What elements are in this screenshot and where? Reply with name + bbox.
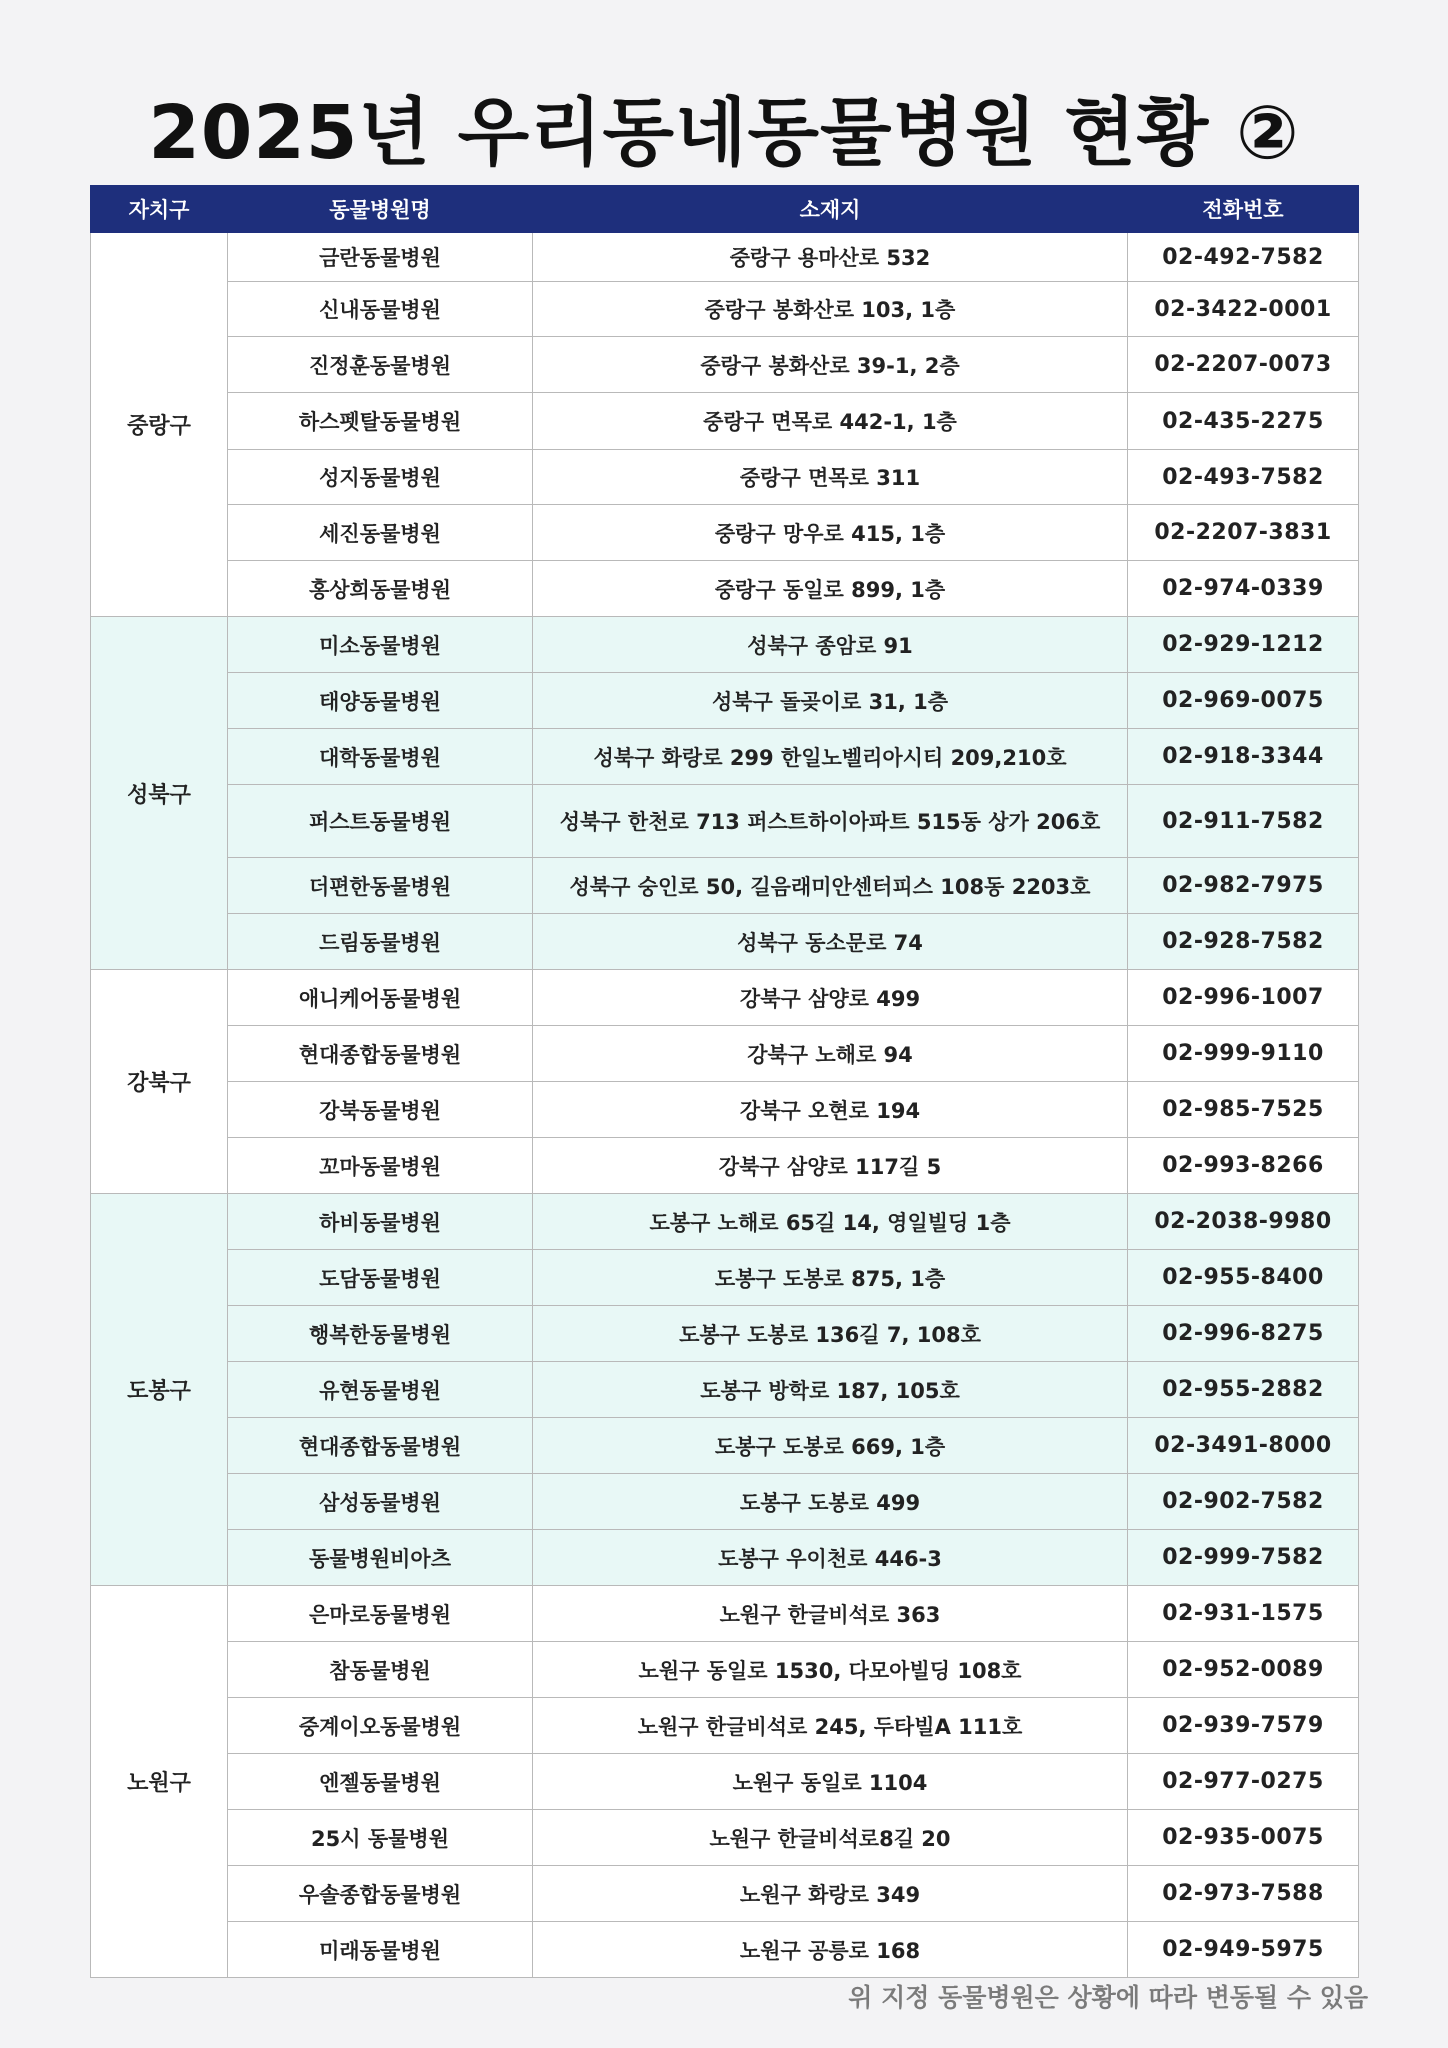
address-cell: 성북구 종암로 91	[533, 617, 1128, 673]
table-row	[91, 729, 1359, 785]
hospital-name-cell: 현대종합동물병원	[228, 1418, 533, 1474]
table-row	[91, 561, 1359, 617]
address-cell: 중랑구 용마산로 532	[533, 233, 1128, 282]
hospital-name-cell: 현대종합동물병원	[228, 1026, 533, 1082]
district-cell: 성북구	[91, 617, 228, 970]
phone-cell: 02-492-7582	[1128, 233, 1359, 282]
phone-cell: 02-982-7975	[1128, 858, 1359, 914]
phone-cell: 02-911-7582	[1128, 785, 1359, 858]
hospital-name-cell: 미래동물병원	[228, 1922, 533, 1978]
hospital-name-cell: 우솔종합동물병원	[228, 1866, 533, 1922]
table-row	[91, 1082, 1359, 1138]
address-cell: 도봉구 도봉로 669, 1층	[533, 1418, 1128, 1474]
address-cell: 도봉구 우이천로 446-3	[533, 1530, 1128, 1586]
address-cell: 중랑구 봉화산로 103, 1층	[533, 282, 1128, 337]
phone-cell: 02-902-7582	[1128, 1474, 1359, 1530]
address-cell: 도봉구 도봉로 875, 1층	[533, 1250, 1128, 1306]
table-row	[91, 1306, 1359, 1362]
address-cell: 중랑구 면목로 442-1, 1층	[533, 393, 1128, 450]
phone-cell: 02-935-0075	[1128, 1810, 1359, 1866]
table-row	[91, 1474, 1359, 1530]
address-cell: 노원구 공릉로 168	[533, 1922, 1128, 1978]
phone-cell: 02-996-1007	[1128, 970, 1359, 1026]
address-cell: 노원구 한글비석로8길 20	[533, 1810, 1128, 1866]
page-title: 2025년 우리동네동물병원 현황 ②	[148, 90, 1300, 176]
district-cell: 도봉구	[91, 1194, 228, 1586]
header-district: 자치구	[91, 186, 228, 233]
hospital-name-cell: 도담동물병원	[228, 1250, 533, 1306]
phone-cell: 02-977-0275	[1128, 1754, 1359, 1810]
hospital-name-cell: 꼬마동물병원	[228, 1138, 533, 1194]
hospital-table	[90, 185, 1359, 1978]
footer-note: 위 지정 동물병원은 상황에 따라 변동될 수 있음	[848, 1983, 1368, 2012]
table-row	[91, 233, 1359, 282]
phone-cell: 02-955-2882	[1128, 1362, 1359, 1418]
hospital-name-cell: 행복한동물병원	[228, 1306, 533, 1362]
address-cell: 성북구 돌곶이로 31, 1층	[533, 673, 1128, 729]
hospital-name-cell: 강북동물병원	[228, 1082, 533, 1138]
table-row	[91, 1586, 1359, 1642]
phone-cell: 02-996-8275	[1128, 1306, 1359, 1362]
table-row	[91, 617, 1359, 673]
phone-cell: 02-435-2275	[1128, 393, 1359, 450]
table-row	[91, 970, 1359, 1026]
address-cell: 노원구 동일로 1530, 다모아빌딩 108호	[533, 1642, 1128, 1698]
hospital-name-cell: 드림동물병원	[228, 914, 533, 970]
phone-cell: 02-2207-0073	[1128, 337, 1359, 393]
table-row	[91, 673, 1359, 729]
phone-cell: 02-2207-3831	[1128, 505, 1359, 561]
address-cell: 중랑구 망우로 415, 1층	[533, 505, 1128, 561]
hospital-name-cell: 동물병원비아츠	[228, 1530, 533, 1586]
header-address: 소재지	[533, 186, 1128, 233]
phone-cell: 02-969-0075	[1128, 673, 1359, 729]
address-cell: 도봉구 도봉로 136길 7, 108호	[533, 1306, 1128, 1362]
address-cell: 강북구 삼양로 117길 5	[533, 1138, 1128, 1194]
phone-cell: 02-929-1212	[1128, 617, 1359, 673]
table-row	[91, 1810, 1359, 1866]
address-cell: 도봉구 노해로 65길 14, 영일빌딩 1층	[533, 1194, 1128, 1250]
address-cell: 강북구 삼양로 499	[533, 970, 1128, 1026]
table-row	[91, 393, 1359, 450]
address-cell: 노원구 동일로 1104	[533, 1754, 1128, 1810]
phone-cell: 02-985-7525	[1128, 1082, 1359, 1138]
address-cell: 노원구 화랑로 349	[533, 1866, 1128, 1922]
table-row	[91, 282, 1359, 337]
table-row	[91, 1138, 1359, 1194]
hospital-name-cell: 하비동물병원	[228, 1194, 533, 1250]
address-cell: 노원구 한글비석로 245, 두타빌A 111호	[533, 1698, 1128, 1754]
hospital-name-cell: 은마로동물병원	[228, 1586, 533, 1642]
table-row	[91, 1250, 1359, 1306]
hospital-name-cell: 홍상희동물병원	[228, 561, 533, 617]
address-cell: 강북구 노해로 94	[533, 1026, 1128, 1082]
hospital-name-cell: 하스펫탈동물병원	[228, 393, 533, 450]
hospital-name-cell: 애니케어동물병원	[228, 970, 533, 1026]
phone-cell: 02-999-7582	[1128, 1530, 1359, 1586]
hospital-name-cell: 미소동물병원	[228, 617, 533, 673]
phone-cell: 02-949-5975	[1128, 1922, 1359, 1978]
table-row	[91, 858, 1359, 914]
phone-cell: 02-2038-9980	[1128, 1194, 1359, 1250]
table-row	[91, 505, 1359, 561]
hospital-name-cell: 세진동물병원	[228, 505, 533, 561]
phone-cell: 02-993-8266	[1128, 1138, 1359, 1194]
phone-cell: 02-999-9110	[1128, 1026, 1359, 1082]
hospital-name-cell: 금란동물병원	[228, 233, 533, 282]
phone-cell: 02-931-1575	[1128, 1586, 1359, 1642]
phone-cell: 02-974-0339	[1128, 561, 1359, 617]
address-cell: 노원구 한글비석로 363	[533, 1586, 1128, 1642]
hospital-name-cell: 엔젤동물병원	[228, 1754, 533, 1810]
hospital-name-cell: 참동물병원	[228, 1642, 533, 1698]
table-row	[91, 914, 1359, 970]
hospital-name-cell: 삼성동물병원	[228, 1474, 533, 1530]
table-row	[91, 450, 1359, 505]
hospital-name-cell: 성지동물병원	[228, 450, 533, 505]
table-row	[91, 337, 1359, 393]
address-cell: 강북구 오현로 194	[533, 1082, 1128, 1138]
district-cell: 중랑구	[91, 233, 228, 617]
district-cell: 노원구	[91, 1586, 228, 1978]
phone-cell: 02-3422-0001	[1128, 282, 1359, 337]
table-row	[91, 1922, 1359, 1978]
hospital-name-cell: 신내동물병원	[228, 282, 533, 337]
address-cell: 성북구 화랑로 299 한일노벨리아시티 209,210호	[533, 729, 1128, 785]
address-cell: 성북구 동소문로 74	[533, 914, 1128, 970]
table-body	[91, 233, 1359, 1978]
hospital-name-cell: 퍼스트동물병원	[228, 785, 533, 858]
hospital-name-cell: 중계이오동물병원	[228, 1698, 533, 1754]
hospital-name-cell: 대학동물병원	[228, 729, 533, 785]
phone-cell: 02-493-7582	[1128, 450, 1359, 505]
phone-cell: 02-918-3344	[1128, 729, 1359, 785]
table-row	[91, 785, 1359, 858]
address-cell: 성북구 한천로 713 퍼스트하이아파트 515동 상가 206호	[533, 785, 1128, 858]
table-row	[91, 1418, 1359, 1474]
table-row	[91, 1698, 1359, 1754]
table-row	[91, 1530, 1359, 1586]
hospital-name-cell: 25시 동물병원	[228, 1810, 533, 1866]
table-row	[91, 1026, 1359, 1082]
phone-cell: 02-939-7579	[1128, 1698, 1359, 1754]
address-cell: 도봉구 도봉로 499	[533, 1474, 1128, 1530]
hospital-name-cell: 태양동물병원	[228, 673, 533, 729]
address-cell: 도봉구 방학로 187, 105호	[533, 1362, 1128, 1418]
hospital-name-cell: 더편한동물병원	[228, 858, 533, 914]
hospital-name-cell: 유현동물병원	[228, 1362, 533, 1418]
phone-cell: 02-952-0089	[1128, 1642, 1359, 1698]
address-cell: 중랑구 봉화산로 39-1, 2층	[533, 337, 1128, 393]
phone-cell: 02-3491-8000	[1128, 1418, 1359, 1474]
header-name: 동물병원명	[228, 186, 533, 233]
address-cell: 중랑구 면목로 311	[533, 450, 1128, 505]
phone-cell: 02-928-7582	[1128, 914, 1359, 970]
table-header	[91, 186, 1359, 233]
table-row	[91, 1362, 1359, 1418]
hospital-name-cell: 진정훈동물병원	[228, 337, 533, 393]
address-cell: 성북구 숭인로 50, 길음래미안센터피스 108동 2203호	[533, 858, 1128, 914]
district-cell: 강북구	[91, 970, 228, 1194]
table-row	[91, 1642, 1359, 1698]
table-row	[91, 1754, 1359, 1810]
phone-cell: 02-955-8400	[1128, 1250, 1359, 1306]
table-row	[91, 1866, 1359, 1922]
phone-cell: 02-973-7588	[1128, 1866, 1359, 1922]
table-row	[91, 1194, 1359, 1250]
address-cell: 중랑구 동일로 899, 1층	[533, 561, 1128, 617]
header-phone: 전화번호	[1128, 186, 1359, 233]
